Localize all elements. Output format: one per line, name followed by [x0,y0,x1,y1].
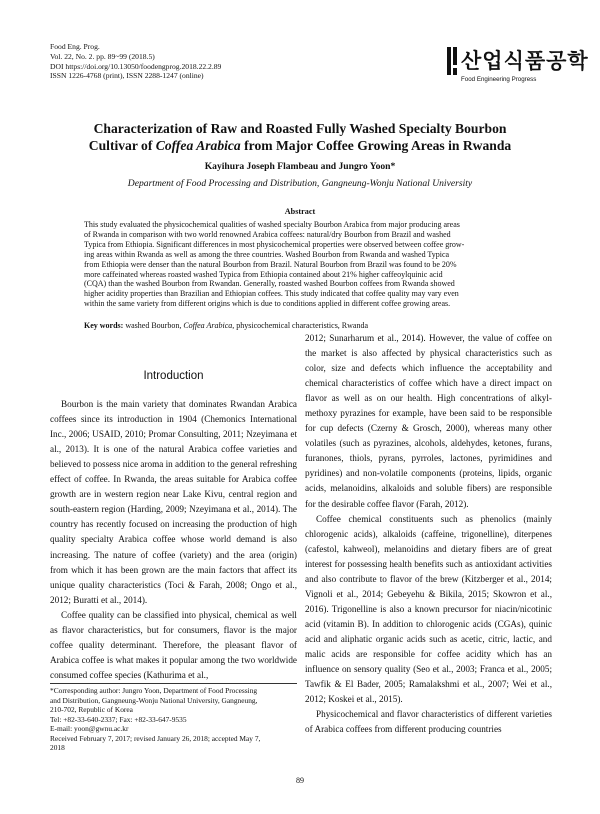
title-species: Coffea Arabica [155,138,241,153]
abstract-line: of Rwanda in comparison with two world renowned Arabica coffees: natural/dry Bourbon from Brazil and washed [84,229,451,239]
abstract-line: from Ethiopia were denser than the natural Bourbon from Brazil. Natural Bourbon from Brazil was found to be 20% [84,259,457,269]
keywords-species: Coffea Arabica [183,321,233,330]
paper-title [40,120,560,154]
journal-meta [50,42,221,81]
abstract-line: more caffeinated whereas roasted washed Typica from Ethiopia contained about 21% higher caffeoylquinic acid [84,269,443,279]
section-heading-introduction: Introduction [143,370,204,382]
affiliation: Department of Food Processing and Distribution, Gangneung-Wonju National University [127,178,473,189]
body-paragraph-2: Coffee chemical constituents such as phenolics (mainly chlorogenic acids), alkaloids (caffeine, trigonelline), diterpenes (cafestol, kahweol), melanoidins and dietary fibers are of great interest for possessing health benefits such as antioxidant activities and also contribute to flavor of the brew (Kitzberger et al., 2014; Vignoli et al., 2014; Gebeyehu & Bikila, 2015; Skowron et al., 2016). Trigonelline is also a known precursor for niacin/nicotinic acid (vitamin B). In addition to chlorogenic acids (CGAs), quinic acid and aliphatic organic acids such as acetic, citric, lactic, and malic acids are responsible for coffee acidity which has an influence on sensory quality (Seo et al., 2003; Franca et al., 2005; Tawfik & El Bader, 2005; Ramalakshmi et al., 2007; Wei et al., 2012; Koskei et al., 2015). [305,513,552,705]
keywords-label: Key words: [84,321,124,330]
keywords-post: , physicochemical characteristics, Rwanda [232,321,369,330]
title-line-2 [40,137,560,154]
footnote-divider [50,683,297,684]
abstract-body [84,220,516,309]
footnote-line: 2018 [50,743,65,752]
abstract-line: ing areas within Rwanda as well as among the three countries. Washed Bourbon from Rwanda and washed Typica [84,249,450,259]
footnote-line: 210-702, Republic of Korea [50,705,133,714]
abstract-heading: Abstract [284,207,316,216]
footnote [50,686,300,753]
footnote-email[interactable]: E-mail: yoon@gwnu.ac.kr [50,724,129,733]
title-line-1: Characterization of Raw and Roasted Fully Washed Specialty Bourbon [93,121,507,136]
journal-issn: ISSN 1226-4768 (print), ISSN 2288-1247 (online) [50,71,204,81]
journal-doi[interactable]: DOI https://doi.org/10.13050/foodengprog.2018.22.2.89 [50,61,222,71]
footnote-line: Tel: +82-33-640-2337; Fax: +82-33-647-9535 [50,714,187,724]
intro-paragraph-2: Coffee quality can be classified into physical, chemical as well as flavor characteristics, but for consumers, flavor is the major coffee quality determinant. Therefore, the pleasant flavor of Arabica coffee is what makes it popular among the two worldwide consumed coffee species (Kathurima et al., [50,609,297,680]
left-column [50,355,297,683]
abstract-line: (CQA) than the washed Bourbon from Rwandan. Generally, roasted washed Bourbon coffees from Rwanda showed [84,279,455,289]
abstract-line: Typica from Ethiopia. Significant differences in most physicochemical properties were observed between coffee grow- [84,239,465,249]
keywords [84,321,516,330]
abstract-line: within the same variety from different origins which is due to conditions applied in different coffee growing areas. [84,299,451,309]
right-column [305,331,552,737]
abstract-line: This study evaluated the physicochemical qualities of washed specialty Bourbon Arabica from major producing areas [84,220,460,229]
footnote-line: and Distribution, Gangneung-Wonju National University, Gangneung, [50,695,258,705]
intro-paragraph-1: Bourbon is the main variety that dominates Rwandan Arabica coffees since its introduction in 1904 (Chemonics International Inc., 2006; USAID, 2010; Promar Consulting, 2011; Nzeyimana et al., 2013). It is one of the natural Arabica coffee varieties and believed to possess nice aroma in addition to the general refreshing effect of coffee. In Rwanda, the areas suitable for Arabica coffee growth are in western region near Lake Kivu, central region and south-eastern region (Harding, 2009; Nzeyimana et al., 2014). The country has recently focused on increasing the production of high quality specialty Arabica coffee whose world demand is also increasing. The nature of coffee (variety) and the area (origin) from which it has been grown are the main factors that affect its unique quality characteristics (Toci & Farah, 2008; Ongo et al., 2012; Buratti et al., 2014). [50,399,297,605]
author-list: Kayihura Joseph Flambeau and Jungro Yoon* [204,161,396,172]
keywords-pre: washed Bourbon, [123,321,184,330]
abstract-line: higher acidity properties than Brazilian and Ethiopian coffees. This study indicated that coffee quality may vary even [84,289,459,299]
logo-mark-icon [447,47,459,75]
logo-english-text: Food Engineering Progress [461,76,537,83]
body-paragraph-continued: 2012; Sunarharum et al., 2014). However, the value of coffee on the market is also affected by physical characteristics such as color, size and defects which influence the acceptability and chemical characteristics of coffee which have a direct impact on flavor as well as on our health. High concentrations of alkyl-methoxy pyrazines for example, have been said to be responsible for cup defects (Czerny & Grosch, 2000), whereas many other volatiles (such as pyrazines, alcohols, aldehydes, ketones, furans, furanones, thiols, pyrans, pyrroles, lactones, pyrimidines and pyridines) and non-volatile components (proteins, lipids, organic acids, melanoidins, alkaloids and soluble fibers) are responsible for the desirable coffee flavor (Farah, 2012). [305,333,552,509]
journal-logo [447,47,589,89]
journal-volume: Vol. 22, No. 2. pp. 89~99 (2018.5) [50,51,155,61]
title-line-2-post: from Major Coffee Growing Areas in Rwanda [240,138,512,153]
journal-name: Food Eng. Prog. [50,42,100,51]
title-line-2-pre: Cultivar of [88,138,156,153]
logo-korean-text: 산업식품공학 [461,49,589,73]
footnote-line: Received February 7, 2017; revised January 26, 2018; accepted May 7, [50,733,261,743]
footnote-line: *Corresponding author: Jungro Yoon, Department of Food Processing [50,686,258,695]
page-number: 89 [296,776,304,785]
body-paragraph-3: Physicochemical and flavor characteristics of different varieties of Arabica coffees from different producing countries [305,709,552,735]
